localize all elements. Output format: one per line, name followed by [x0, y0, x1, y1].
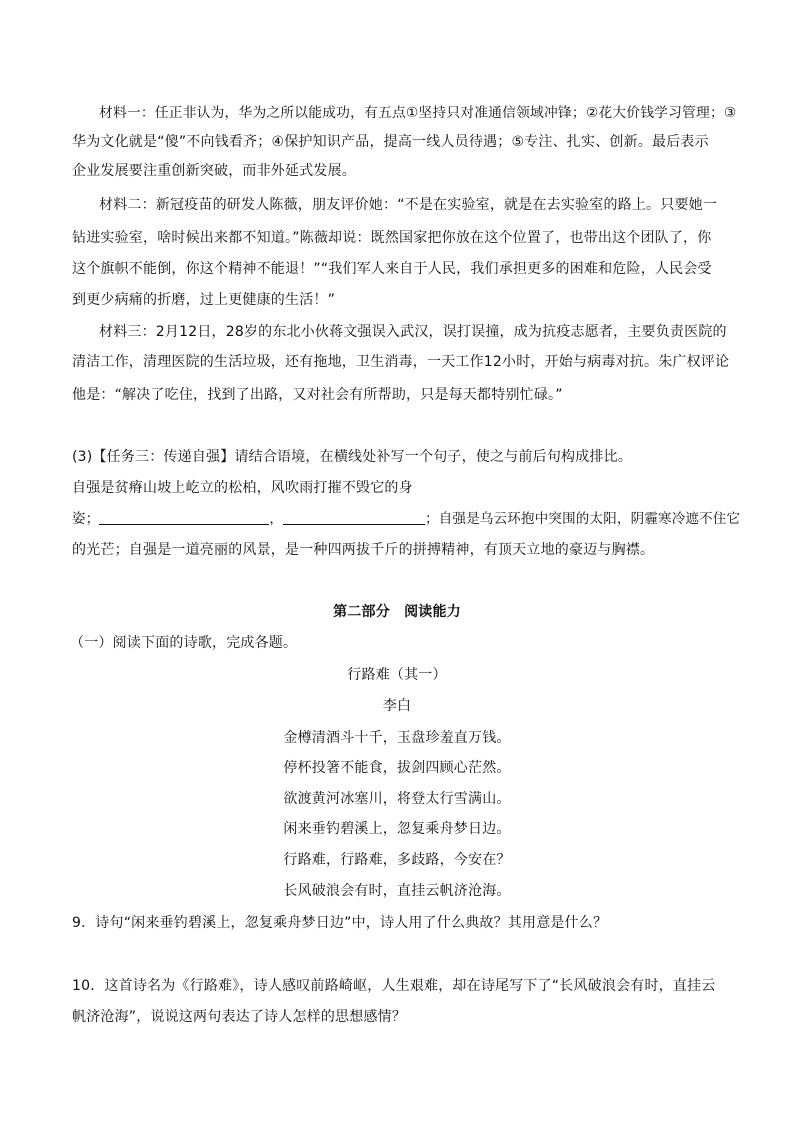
poem-line: 长风破浪会有时，直挂云帆济沧海。 — [283, 883, 511, 899]
material-2-line-1: 材料二：新冠疫苗的研发人陈薇，朋友评价她：“不是在实验室，就是在去实验室的路上。只要她一 — [99, 197, 718, 213]
material-3-line-2: 清洁工作，清理医院的生活垃圾，还有拖地，卫生消毒，一天工作12小时，开始与病毒对抗。朱广权评论 — [72, 354, 730, 370]
material-1-line-3: 企业发展要注重创新突破，而非外延式发展。 — [72, 163, 356, 179]
poem-title: 行路难（其一） — [347, 667, 447, 683]
material-3-line-3: 他是：“解决了吃住，找到了出路，又对社会有所帮助，只是每天都特别忙碌。” — [72, 387, 563, 403]
task-3-text-b: ， — [269, 511, 284, 527]
question-9: 9．诗句“闲来垂钓碧溪上，忽复乘舟梦日边”中，诗人用了什么典故？其用意是什么？ — [72, 915, 608, 931]
poem-line: 行路难，行路难，多歧路，今安在？ — [283, 852, 511, 868]
task-3-prompt: (3)【任务三：传递自强】请结合语境，在横线处补写一个句子，使之与前后句构成排比。 — [72, 449, 633, 465]
material-1-line-2: 华为文化就是“傻”不向钱看齐；④保护知识产品，提高一线人员待遇；⑤专注、扎实、创新。最后表示 — [72, 134, 709, 150]
task-3-sentence-2 — [72, 508, 740, 530]
material-2-line-2: 钻进实验室，啥时候出来都不知道。”陈薇却说：既然国家把你放在这个位置了，也带出这个团队了，你 — [72, 230, 712, 246]
material-3-line-1: 材料三：2月12日，28岁的东北小伙蒋文强误入武汉，误打误撞，成为抗疫志愿者，主要负责医院的 — [99, 324, 727, 340]
task-3-text-c: ；自强是乌云环抱中突围的太阳，阴霾寒冷遮不住它 — [425, 511, 741, 527]
answer-blank-2[interactable] — [283, 508, 425, 525]
poem-line: 金樽清酒斗十千，玉盘珍羞直万钱。 — [283, 730, 511, 746]
section-intro: （一）阅读下面的诗歌，完成各题。 — [70, 635, 298, 651]
poem-line: 闲来垂钓碧溪上，忽复乘舟梦日边。 — [283, 821, 511, 837]
task-3-sentence-1: 自强是贫瘠山坡上屹立的松柏，风吹雨打摧不毁它的身 — [72, 480, 413, 496]
poem-line: 欲渡黄河冰塞川，将登太行雪满山。 — [283, 791, 511, 807]
poem-author: 李白 — [382, 698, 412, 714]
task-3-sentence-3: 的光芒；自强是一道亮丽的风景，是一种四两拔千斤的拼搏精神，有顶天立地的豪迈与胸襟。 — [72, 542, 655, 558]
answer-blank-1[interactable] — [99, 508, 269, 525]
section-heading: 第二部分 阅读能力 — [333, 604, 461, 620]
material-2-line-4: 到更少病痛的折磨，过上更健康的生活！” — [72, 292, 336, 308]
material-2-line-3: 这个旗帜不能倒，你这个精神不能退！”“我们军人来自于人民，我们承担更多的困难和危险，人民会受 — [72, 261, 712, 277]
material-1-line-1: 材料一：任正非认为，华为之所以能成功，有五点①坚持只对准通信领域冲锋；②花大价钱学习管理；③ — [99, 105, 737, 121]
task-3-text-a: 姿； — [72, 511, 100, 527]
question-10-line-2: 帆济沧海”，说说这两句表达了诗人怎样的思想感情？ — [72, 1009, 407, 1025]
poem-line: 停杯投箸不能食，拔剑四顾心茫然。 — [283, 760, 511, 776]
question-10-line-1: 10．这首诗名为《行路难》，诗人感叹前路崎岖，人生艰难，却在诗尾写下了“长风破浪会有时，直挂云 — [72, 978, 716, 994]
